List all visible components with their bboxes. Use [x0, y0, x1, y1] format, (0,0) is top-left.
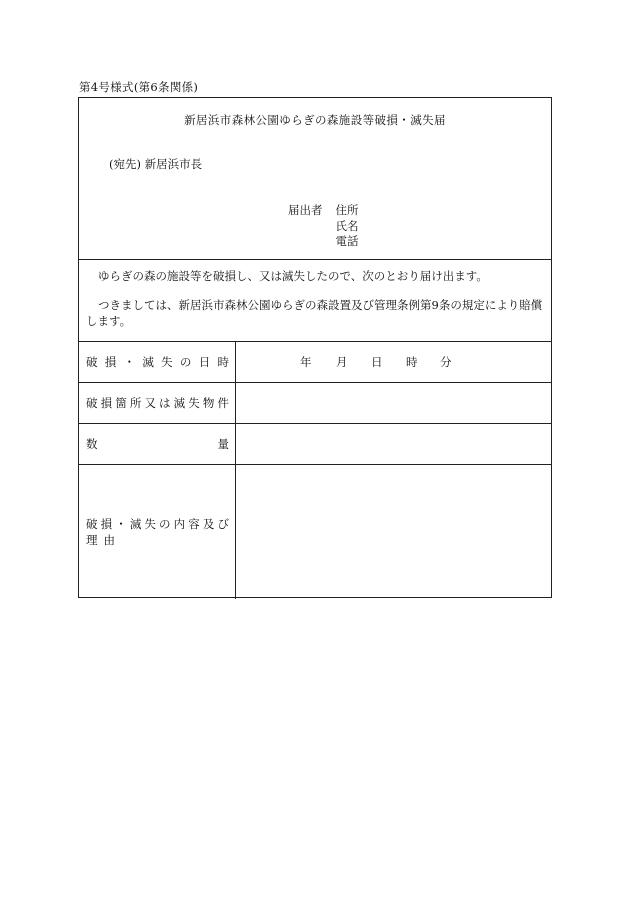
datetime-label — [86, 354, 229, 370]
reason-label-line2: 理由 — [86, 533, 121, 547]
reason-value-cell[interactable] — [236, 464, 551, 599]
label-char: 物 — [202, 396, 215, 410]
label-char: 損 — [104, 355, 117, 369]
month-unit: 月 — [336, 355, 348, 369]
datetime-value-cell[interactable] — [236, 341, 551, 382]
notifier-label: 届出者 — [288, 203, 323, 217]
quantity-label — [86, 436, 229, 452]
name-field-label: 氏名 — [335, 218, 359, 233]
label-char: 損 — [100, 396, 113, 410]
form-number: 第4号様式(第6条関係) — [79, 80, 199, 94]
quantity-row — [79, 423, 551, 465]
label-char: 破 — [86, 396, 98, 410]
label-char: 容 — [188, 517, 200, 531]
form-title: 新居浜市森林公園ゆらぎの森施設等破損・滅失届 — [184, 113, 446, 127]
label-char: 失 — [188, 396, 200, 410]
label-char: 滅 — [173, 396, 186, 410]
label-char: は — [159, 396, 171, 410]
notifier-fields — [336, 203, 359, 250]
statement-line-2: つきましては、新居浜市森林公園ゆらぎの森設置及び管理条例第9条の規定により賠償します。 — [86, 298, 543, 328]
quantity-label-cell — [79, 423, 236, 464]
label-char: ・ — [123, 355, 136, 369]
label-char: 失 — [144, 517, 156, 531]
statement-line-1: ゆらぎの森の施設等を破損し、又は滅失したので、次のとおり届け出ます。 — [98, 269, 488, 283]
recipient: (宛先) 新居浜市長 — [109, 157, 203, 171]
year-unit: 年 — [300, 355, 312, 369]
location-value-cell[interactable] — [236, 382, 551, 423]
label-char: 破 — [86, 355, 98, 369]
label-char: 滅 — [129, 517, 142, 531]
label-char: 所 — [129, 396, 142, 410]
label-char: 日 — [198, 355, 211, 369]
label-char: 件 — [217, 396, 229, 410]
label-char: の — [179, 355, 192, 369]
datetime-row — [79, 341, 551, 383]
label-char: び — [217, 517, 229, 531]
phone-field-label: 電話 — [335, 234, 359, 248]
reason-label — [86, 516, 229, 532]
datetime-label-cell — [79, 341, 236, 382]
location-label — [86, 395, 229, 411]
notification-form — [78, 97, 552, 598]
label-char: の — [159, 517, 171, 531]
label-char: 内 — [173, 517, 186, 531]
label-char: 失 — [161, 355, 173, 369]
label-char: 時 — [217, 355, 229, 369]
label-char: 箇 — [115, 396, 127, 410]
reason-row — [79, 464, 551, 599]
label-char: 滅 — [142, 355, 154, 369]
label-char: 及 — [202, 517, 215, 531]
reason-label-cell — [79, 464, 236, 599]
label-char: 数 — [86, 437, 98, 451]
form-header — [79, 98, 551, 260]
location-label-cell — [79, 382, 236, 423]
statement-section — [79, 259, 551, 342]
notifier-block — [288, 203, 359, 250]
day-unit: 日 — [371, 355, 383, 369]
address-field-label: 住所 — [335, 203, 359, 217]
hour-unit: 時 — [406, 355, 418, 369]
location-row — [79, 382, 551, 424]
label-char: 又 — [144, 396, 156, 410]
label-char: ・ — [115, 517, 127, 531]
quantity-value-cell[interactable] — [236, 423, 551, 464]
label-char: 損 — [100, 517, 113, 531]
label-char: 量 — [217, 437, 229, 451]
label-char: 破 — [86, 517, 98, 531]
minute-unit: 分 — [440, 355, 452, 369]
